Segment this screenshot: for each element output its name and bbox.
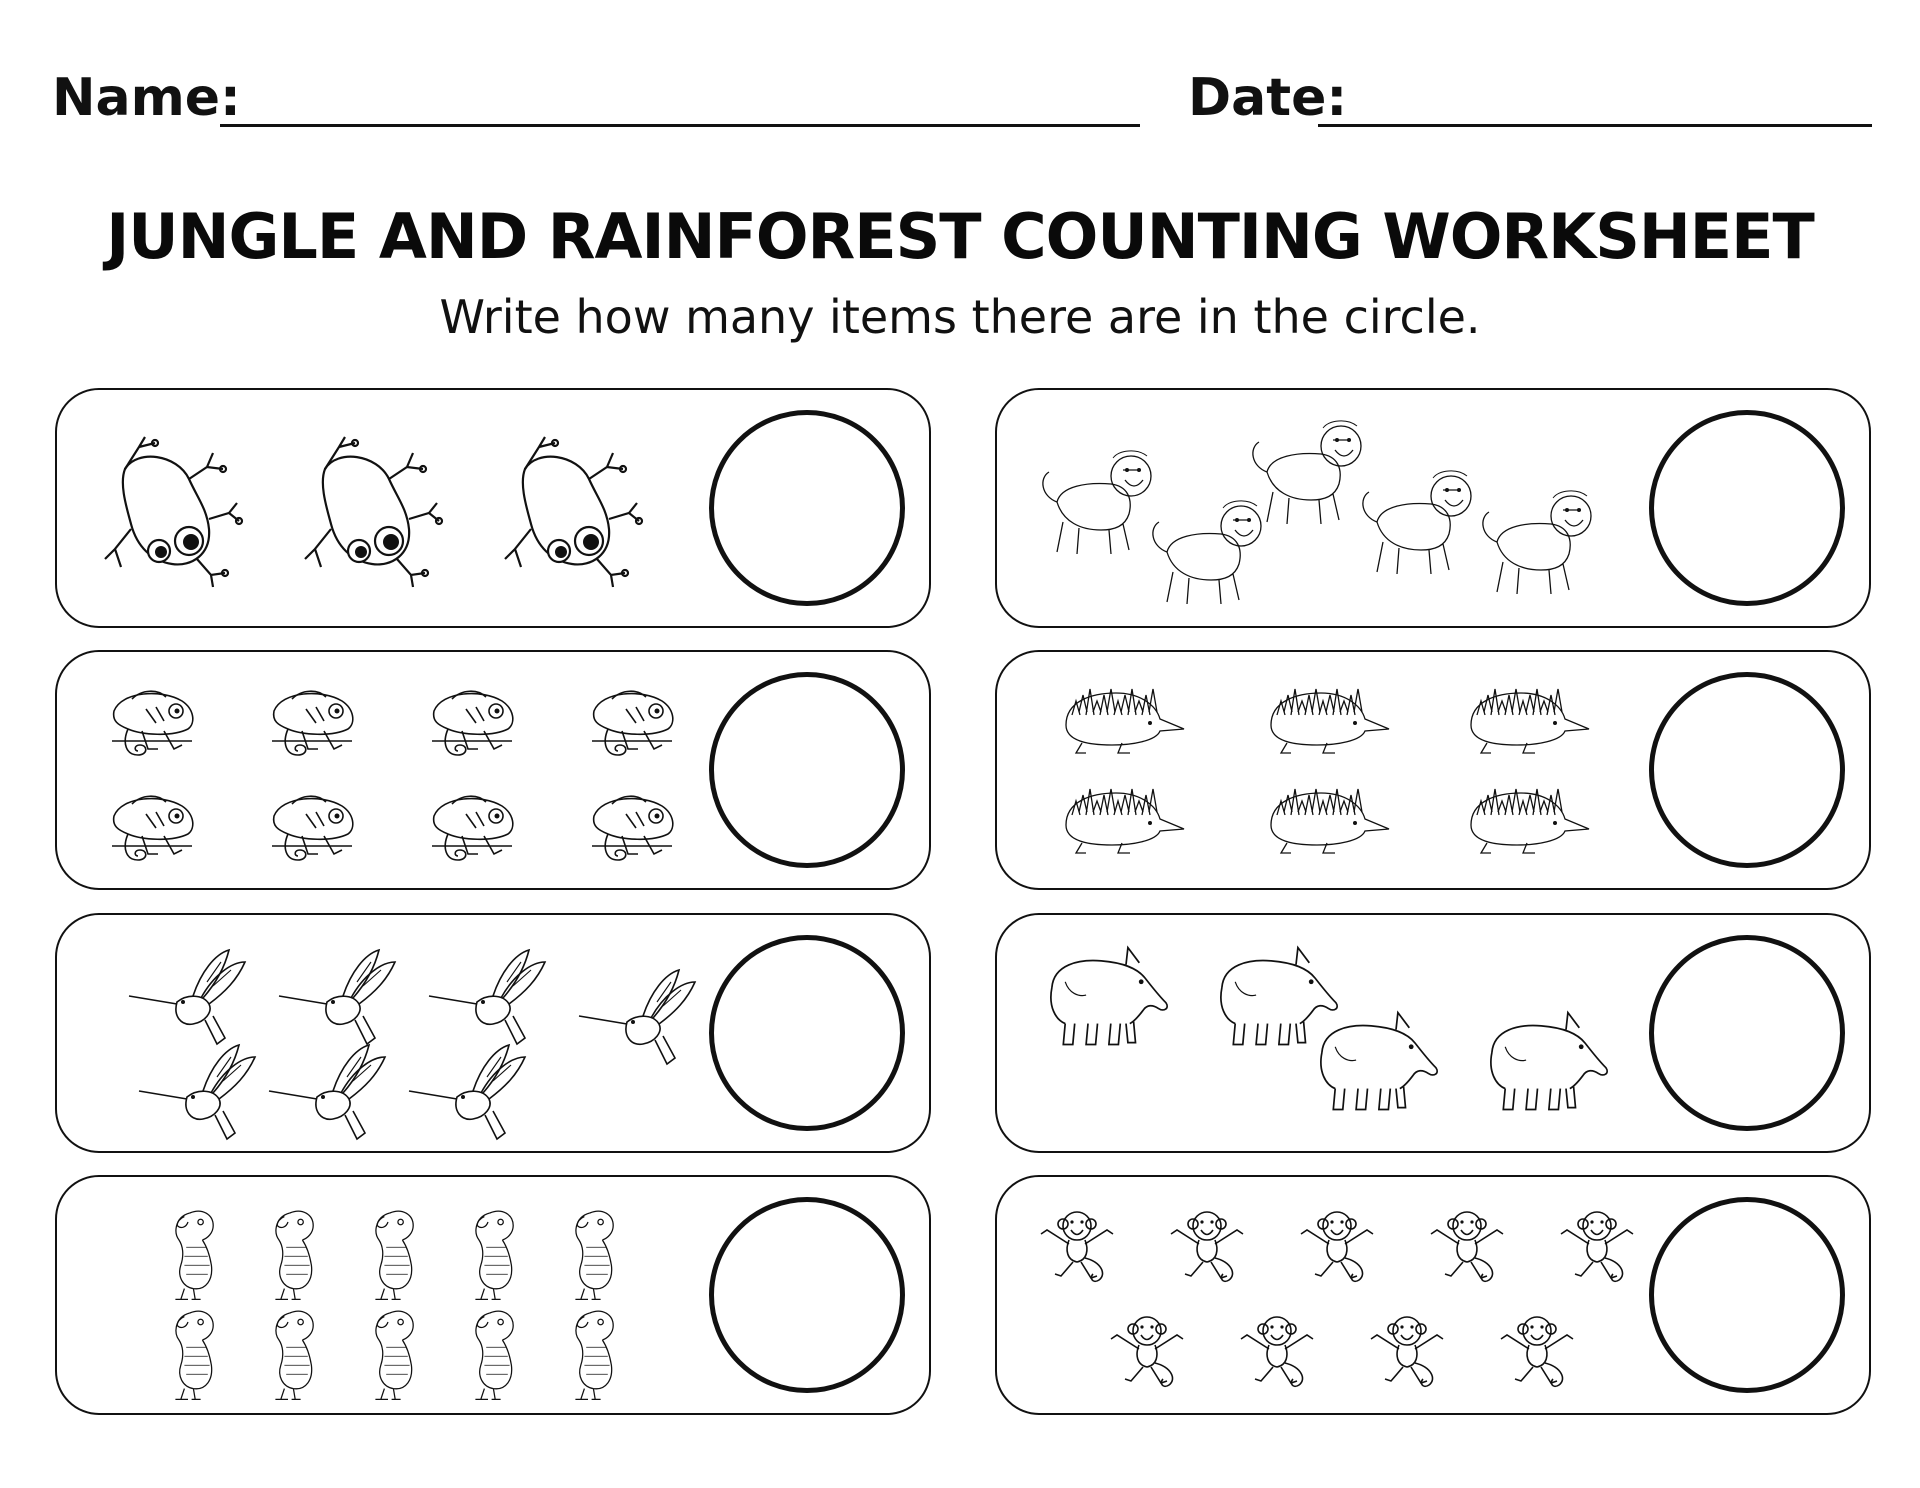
hummingbird-icon: [409, 1045, 525, 1139]
hummingbird-icon: [129, 950, 245, 1044]
answer-circle[interactable]: [709, 1197, 905, 1393]
instructions: Write how many items there are in the circle.: [439, 290, 1481, 344]
parrot-icon: [575, 1311, 613, 1399]
monkey-icon: [1371, 1317, 1443, 1386]
monkey-icon: [1431, 1212, 1503, 1281]
chameleon-icon: [272, 796, 353, 860]
counting-card-echidnas: [995, 650, 1871, 890]
parrot-icon: [275, 1311, 313, 1399]
parrot-icon: [575, 1211, 613, 1299]
chameleon-icon: [112, 796, 193, 860]
echidna-icon: [1271, 689, 1389, 753]
frog-icon: [305, 437, 442, 587]
chameleon-icon: [432, 796, 513, 860]
parrot-icon: [175, 1211, 213, 1299]
tapir-group: [1017, 927, 1667, 1141]
echidna-icon: [1471, 689, 1589, 753]
counting-card-chameleons: [55, 650, 931, 890]
monkey-icon: [1561, 1212, 1633, 1281]
counting-card-tapirs: [995, 913, 1871, 1153]
mandrill-icon: [1483, 491, 1591, 594]
counting-card-mandrills: [995, 388, 1871, 628]
worksheet-header: [0, 0, 1920, 150]
tapir-icon: [1051, 948, 1167, 1045]
parrot-icon: [375, 1211, 413, 1299]
chameleon-icon: [592, 796, 673, 860]
monkey-icon: [1111, 1317, 1183, 1386]
answer-circle[interactable]: [709, 410, 905, 606]
frog-icon: [505, 437, 642, 587]
answer-circle[interactable]: [709, 935, 905, 1131]
counting-card-frogs: [55, 388, 931, 628]
counting-card-parrots: [55, 1175, 931, 1415]
answer-circle[interactable]: [709, 672, 905, 868]
mandrill-icon: [1153, 501, 1261, 604]
chameleon-icon: [272, 691, 353, 755]
counting-card-monkeys: [995, 1175, 1871, 1415]
echidna-group: [1017, 664, 1667, 878]
hummingbird-icon: [429, 950, 545, 1044]
echidna-icon: [1271, 789, 1389, 853]
monkey-group: [1017, 1189, 1667, 1403]
echidna-icon: [1066, 689, 1184, 753]
hummingbird-group: [77, 927, 727, 1141]
counting-card-hummingbirds: [55, 913, 931, 1153]
tapir-icon: [1221, 948, 1337, 1045]
mandrill-icon: [1363, 471, 1471, 574]
chameleon-group: [77, 664, 727, 878]
frog-icon: [105, 437, 242, 587]
monkey-icon: [1241, 1317, 1313, 1386]
hummingbird-icon: [579, 970, 695, 1064]
parrot-icon: [375, 1311, 413, 1399]
hummingbird-icon: [269, 1045, 385, 1139]
monkey-icon: [1041, 1212, 1113, 1281]
chameleon-icon: [592, 691, 673, 755]
parrot-icon: [475, 1311, 513, 1399]
mandrill-group: [1017, 402, 1667, 616]
date-line[interactable]: [1318, 124, 1872, 127]
page-title: JUNGLE AND RAINFOREST COUNTING WORKSHEET: [106, 200, 1814, 273]
answer-circle[interactable]: [1649, 410, 1845, 606]
chameleon-icon: [112, 691, 193, 755]
answer-circle[interactable]: [1649, 935, 1845, 1131]
chameleon-icon: [432, 691, 513, 755]
answer-circle[interactable]: [1649, 1197, 1845, 1393]
parrot-icon: [275, 1211, 313, 1299]
name-label: Name:: [52, 68, 241, 128]
mandrill-icon: [1253, 421, 1361, 524]
hummingbird-icon: [279, 950, 395, 1044]
parrot-group: [77, 1189, 727, 1403]
monkey-icon: [1501, 1317, 1573, 1386]
tapir-icon: [1321, 1013, 1437, 1110]
monkey-icon: [1171, 1212, 1243, 1281]
monkey-icon: [1301, 1212, 1373, 1281]
date-label: Date:: [1188, 68, 1348, 128]
answer-circle[interactable]: [1649, 672, 1845, 868]
parrot-icon: [475, 1211, 513, 1299]
parrot-icon: [175, 1311, 213, 1399]
echidna-icon: [1066, 789, 1184, 853]
frog-group: [77, 402, 727, 616]
tapir-icon: [1491, 1013, 1607, 1110]
hummingbird-icon: [139, 1045, 255, 1139]
mandrill-icon: [1043, 451, 1151, 554]
echidna-icon: [1471, 789, 1589, 853]
name-line[interactable]: [220, 124, 1140, 127]
